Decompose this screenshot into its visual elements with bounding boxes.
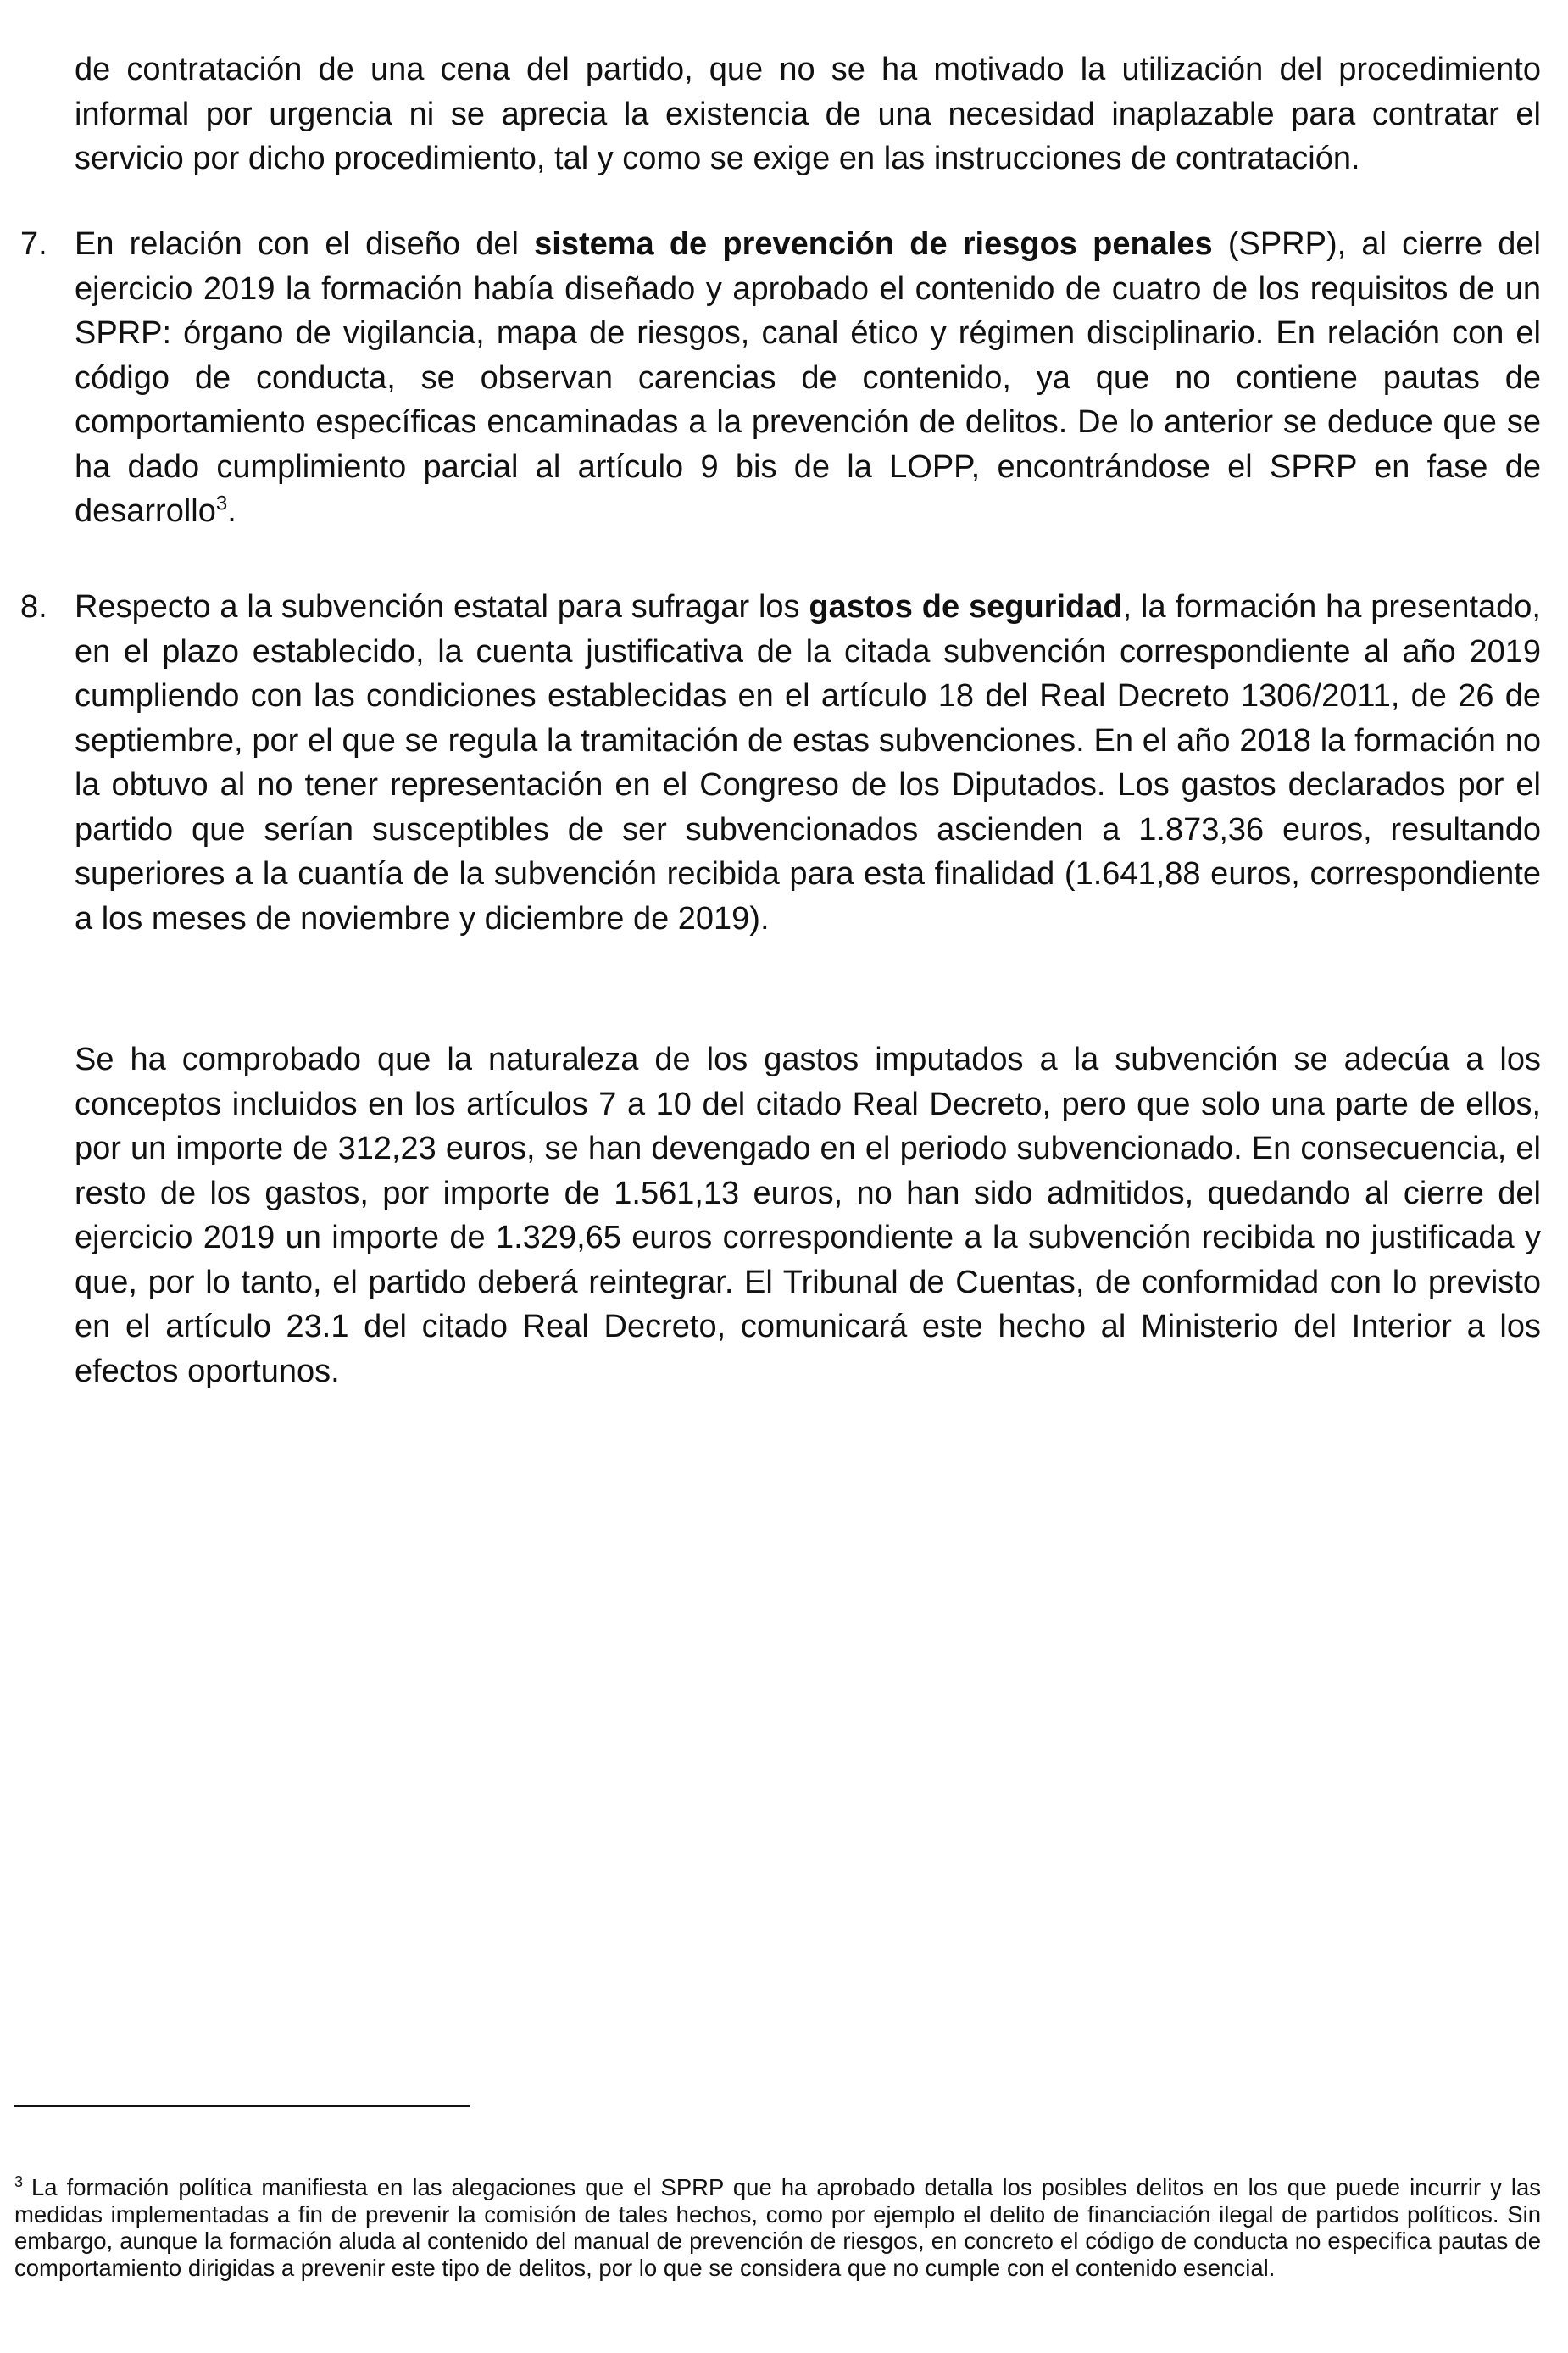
- item-7-text-start: En relación con el diseño del: [75, 226, 535, 262]
- item-7-bold-term: sistema de prevención de riesgos penales: [534, 226, 1213, 262]
- list-number-7: 7.: [20, 226, 47, 262]
- footnote-text: La formación política manifiesta en las alegaciones que el SPRP que ha aprobado detalla los posibles delitos en los que puede incurrir y las medidas implementadas a fin de prevenir la comisión de tales hechos, como por ejemplo el delito de financiación ilegal de partidos políticos. Sin embargo, aunque la formación aluda al contenido del manual de prevención de riesgos, en concreto el código de conducta no especifica pautas de comportamiento dirigidas a prevenir este tipo de delitos, por lo que se considera que no cumple con el contenido esencial.: [14, 2174, 1541, 2281]
- footnote: [14, 2174, 1541, 2281]
- footnote-separator: [14, 2105, 470, 2107]
- item-8-bold-term: gastos de seguridad: [809, 589, 1123, 625]
- item-7-period: .: [227, 493, 236, 529]
- list-item-7: [20, 222, 1541, 534]
- list-item-8: [20, 585, 1541, 941]
- footnote-number: 3: [14, 2172, 24, 2190]
- item-8-text-start: Respecto a la subvención estatal para sufragar los: [75, 589, 809, 625]
- item-7-text-end: (SPRP), al cierre del ejercicio 2019 la formación había diseñado y aprobado el contenido de cuatro de los requisitos de un SPRP: órgano de vigilancia, mapa de riesgos, canal ético y régimen disciplinario. En relación con el código de conducta, se observan carencias de contenido, ya que no contiene pautas de comportamiento específicas encaminadas a la prevención de delitos. De lo anterior se deduce que se ha dado cumplimiento parcial al artículo 9 bis de la LOPP, encontrándose el SPRP en fase de desarrollo: [75, 226, 1541, 529]
- footnote-reference[interactable]: 3: [215, 492, 228, 515]
- continuation-paragraph: de contratación de una cena del partido, que no se ha motivado la utilización del procedimiento informal por urgencia ni se aprecia la existencia de una necesidad inaplazable para contratar el servicio por dicho procedimiento, tal y como se exige en las instrucciones de contratación.: [75, 52, 1541, 176]
- list-number-8: 8.: [20, 589, 47, 625]
- item-8-text-end: , la formación ha presentado, en el plazo establecido, la cuenta justificativa de la citada subvención correspondiente al año 2019 cumpliendo con las condiciones establecidas en el artículo 18 del Real Decreto 1306/2011, de 26 de septiembre, por el que se regula la tramitación de estas subvenciones. En el año 2018 la formación no la obtuvo al no tener representación en el Congreso de los Diputados. Los gastos declarados por el partido que serían susceptibles de ser subvencionados ascienden a 1.873,36 euros, resultando superiores a la cuantía de la subvención recibida para esta finalidad (1.641,88 euros, correspondiente a los meses de noviembre y diciembre de 2019).: [75, 589, 1541, 937]
- paragraph-after-item-8: Se ha comprobado que la naturaleza de los gastos imputados a la subvención se adecúa a los conceptos incluidos en los artículos 7 a 10 del citado Real Decreto, pero que solo una parte de ellos, por un importe de 312,23 euros, se han devengado en el periodo subvencionado. En consecuencia, el resto de los gastos, por importe de 1.561,13 euros, no han sido admitidos, quedando al cierre del ejercicio 2019 un importe de 1.329,65 euros correspondiente a la subvención recibida no justificada y que, por lo tanto, el partido deberá reintegrar. El Tribunal de Cuentas, de conformidad con lo previsto en el artículo 23.1 del citado Real Decreto, comunicará este hecho al Ministerio del Interior a los efectos oportunos.: [75, 1042, 1541, 1389]
